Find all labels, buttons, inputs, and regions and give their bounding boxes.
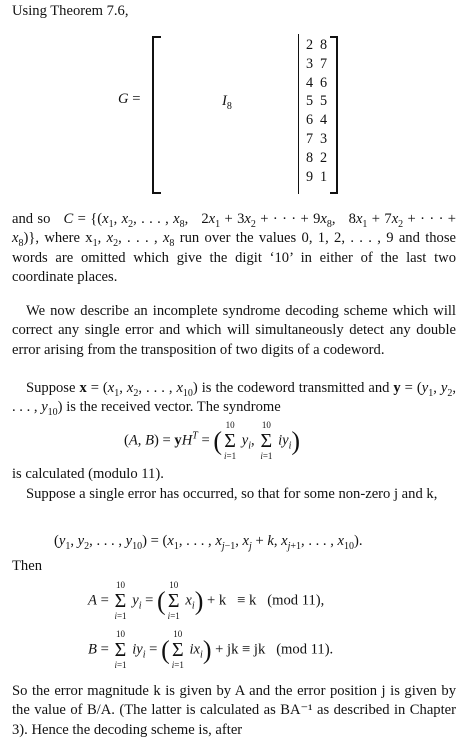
paragraph-error-magnitude: So the error magnitude k is given by A and the error position j is given by the value of B/A. (The latter is calculated as BA⁻¹ as described in Chapter 3). Hence the decoding scheme is, after [12,683,456,738]
matrix-column-1: 2 3 4 5 6 7 8 9 [306,37,314,185]
then-label: Then [12,558,42,574]
right-bracket [330,36,338,194]
intro-line: Using Theorem 7.6, [12,3,129,19]
paragraph-modulo: is calculated (modulo 11). [12,466,164,482]
identity-matrix: $I_8$ [222,93,232,112]
syndrome-equation: (A, $B) = yH^T$ = ( 10 Σ i=1 $y_i$, 10 Σ i=1 $iy_i$) [124,420,301,461]
received-vector-equation: ($y_1$, $y_2$, . . . , $y_{10}) = (x_1$, . . . , $x_{j-1}$, $x_j + k$, $x_{j+1}$, . . . , $x_{10}$). [54,533,363,552]
equation-B: B = 10 Σ i=1 $iy_i$ = ( 10 Σ i=1 $ix_i$) + jk ≡ jk (mod 11). [88,629,334,670]
paragraph-code-definition: and so $C = \{(x_1$, $x_2$, . . . , $x_8$, $2x_1 + 3x_2$ + · · · + $9x_8$, $8x_1 + 7x_2$ + · · · + $x_8$)}, where $x_1$, $x_2$, . . . , $x_8$ run over the values 0, 1, 2, . . . , 9 and those words are omitted which give the digit ‘10’ in either of the last two coordinate places. [12,211,457,286]
paragraph-single-error: Suppose a single error has occurred, so that for some non-zero j and k, [26,486,438,502]
equation-A: A = 10 Σ i=1 $y_i$ = ( 10 Σ i=1 $x_i) + k \equiv k$ (mod 11), [88,580,325,621]
left-bracket [152,36,161,194]
matrix-lhs: G = [118,91,141,107]
paragraph-suppose-codeword: Suppose $x = (x_1$, $x_2$, . . . , $x_{10}$) is the codeword transmitted and $y = (y_1$, $y_2$, . . . , $y_{10}$) is the received vector. The syndrome [12,380,456,419]
matrix-column-2: 8 7 6 5 4 3 2 1 [320,37,328,185]
paragraph-decoding-scheme: We now describe an incomplete syndrome decoding scheme which will correct any single error and which will simultaneously detect any double error arising from the transposition of two digits of a codeword. [12,303,456,358]
partition-line [298,34,299,194]
